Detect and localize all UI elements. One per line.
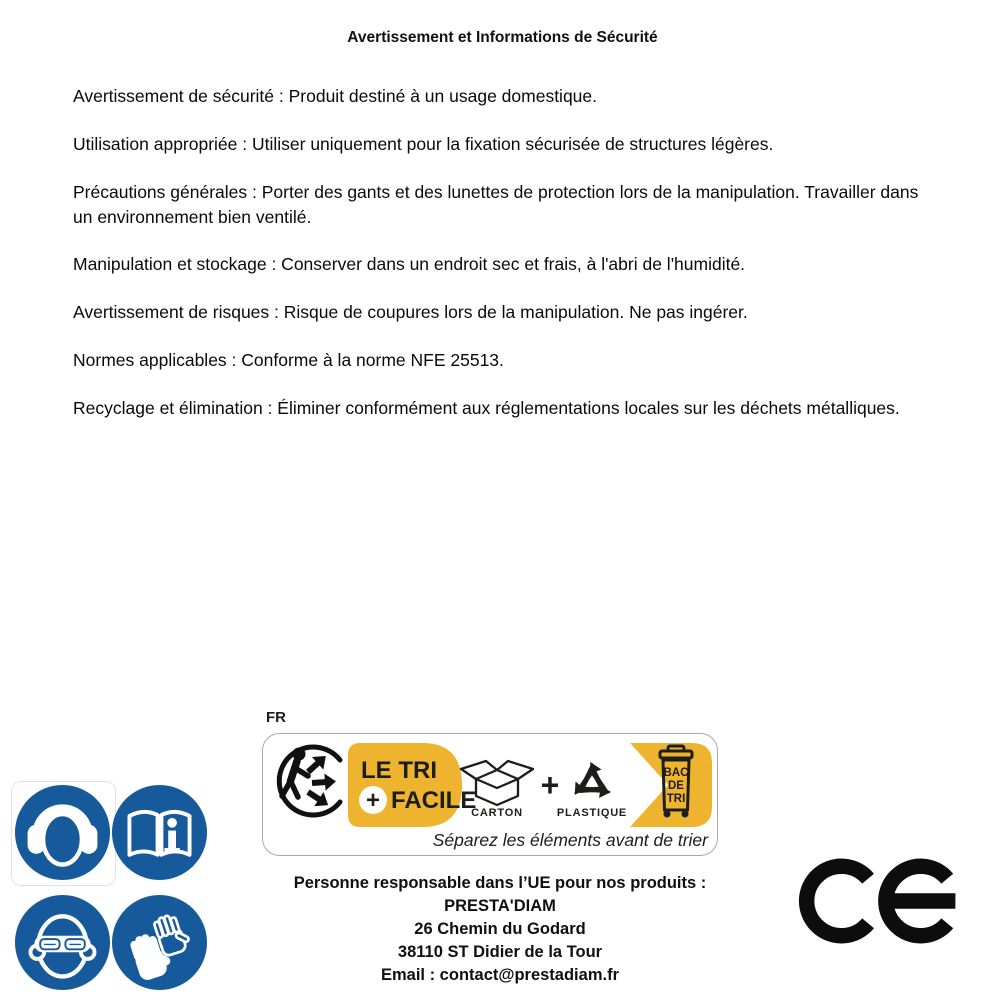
sorting-tagline: Séparez les éléments avant de trier (432, 830, 708, 850)
ear-protection-icon (14, 784, 111, 881)
bin-text-line1: BAC (663, 767, 689, 779)
responsible-heading: Personne responsable dans l’UE pour nos produits : (293, 874, 707, 892)
paragraph-safety-warning: Avertissement de sécurité : Produit destiné à un usage domestique. (73, 86, 598, 106)
contact-email: Email : contact@prestadiam.fr (381, 966, 619, 984)
paragraph-appropriate-use: Utilisation appropriée : Utiliser uniquement pour la fixation sécurisée de structures légères. (73, 133, 774, 154)
address-city: 38110 ST Didier de la Tour (397, 943, 603, 961)
bin-text-line3: TRI (666, 793, 686, 805)
read-manual-icon (111, 784, 208, 881)
ce-marking-icon (797, 851, 967, 951)
page-title: Avertissement et Informations de Sécurité (347, 29, 658, 46)
protective-gloves-icon (111, 894, 208, 991)
eu-responsible-block (268, 872, 732, 987)
paragraph-handling-storage: Manipulation et stockage : Conserver dans un endroit sec et frais, à l'abri de l'humidité. (73, 254, 746, 275)
paragraph-general-precautions: Précautions générales : Porter des gants et des lunettes de protection lors de la manipulation. Travailler dans un environnement bien ventilé. (73, 181, 919, 227)
carton-label: CARTON (471, 807, 523, 819)
paragraph-risk-warning: Avertissement de risques : Risque de coupures lors de la manipulation. Ne pas ingérer. (73, 302, 748, 323)
facile-text: FACILE (391, 787, 477, 814)
company-name: PRESTA'DIAM (444, 897, 556, 915)
safety-paragraphs (73, 84, 939, 444)
info-tri-recycling-label (262, 733, 718, 856)
paragraph-recycling: Recyclage et élimination : Éliminer conformément aux réglementations locales sur les déchets métalliques. (73, 397, 900, 418)
eye-protection-icon (14, 894, 111, 991)
country-code-label: FR (266, 709, 286, 726)
plus-badge-text: + (365, 787, 381, 814)
plastique-label: PLASTIQUE (556, 807, 628, 819)
bin-text-line2: DE (668, 780, 684, 792)
materials-plus-sign: + (540, 767, 560, 803)
address-street: 26 Chemin du Godard (414, 920, 586, 938)
le-tri-text: LE TRI (361, 757, 437, 784)
paragraph-standards: Normes applicables : Conforme à la norme NFE 25513. (73, 350, 504, 371)
